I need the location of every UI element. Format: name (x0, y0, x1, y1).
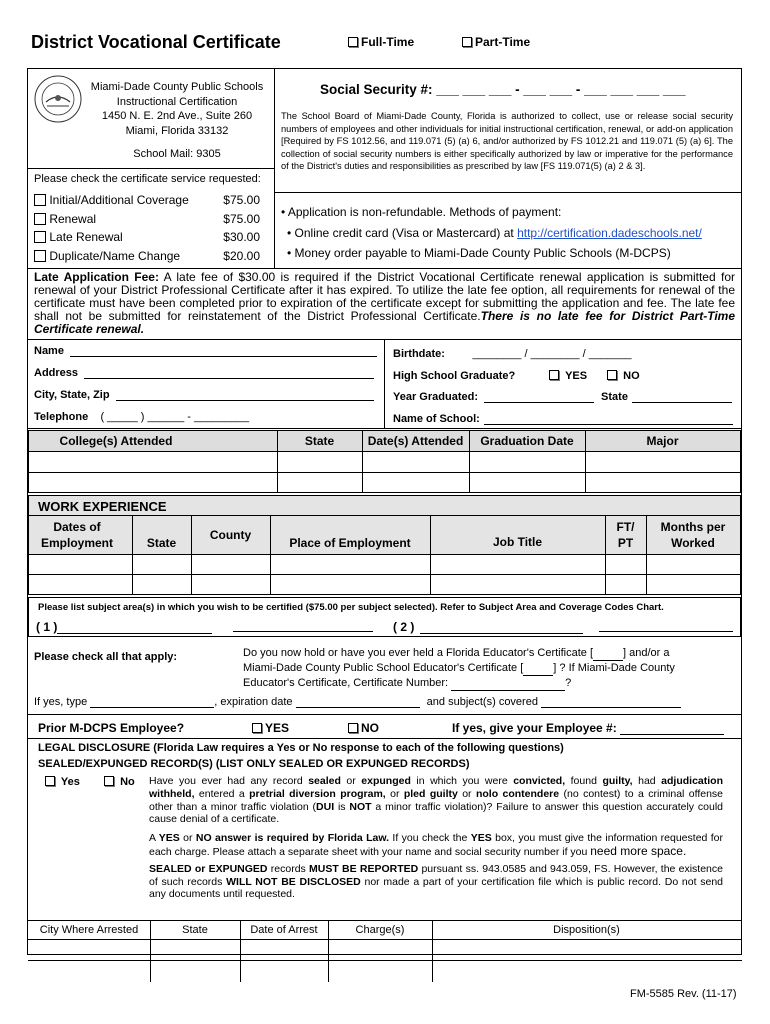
full-time-option[interactable] (348, 35, 414, 49)
hs-yes-checkbox[interactable] (549, 370, 559, 380)
service-list (34, 191, 270, 265)
cert-link[interactable]: http://certification.dadeschools.net/ (517, 225, 702, 240)
legal-text: Have you ever had any record sealed or expunged in which you were convicted, found guilty, had adjudication withheld, entered a pretrial diversion program, or pled guilty or nolo contendere (no contest) to a criminal offense other than a minor traffic violation (DUI is NOT a minor traffic violation)? Failure to answer this question accurately could cause denial of a certificate. A YES or NO answer is required by Florida Law. If you check the YES box, you must give the information requested for each charge. Please attach a separate sheet with your name and social security number if you need more space. SEALED or EXPUNGED records MUST BE REPORTED pursuant ss. 943.0585 and 943.059, FS. However, the existence of such records WILL NOT BE DISCLOSED nor made a part of your certification file which is public record. Do not send any documents until requested. (149, 775, 724, 901)
full-time-label: Full-Time (361, 35, 415, 49)
col-college: College(s) Attended (59, 434, 173, 448)
col-work-state: State (146, 536, 177, 550)
seal-graphic (33, 74, 83, 124)
col-date-arrest: Date of Arrest (250, 924, 318, 936)
col-state: State (304, 434, 335, 448)
col-charges: Charge(s) (355, 924, 405, 936)
office-name: Miami-Dade County Public Schools (90, 81, 264, 93)
service-prompt: Please check the certificate service requested: (34, 173, 261, 185)
col-place: Place of Employment (289, 536, 411, 550)
col-arrest-state: State (182, 924, 208, 936)
col-grad-date: Graduation Date (480, 434, 574, 448)
hs-no-checkbox[interactable] (607, 370, 617, 380)
part-time-option[interactable] (462, 35, 530, 49)
telephone-field[interactable]: Telephone ( _____ ) ______ - _________ (34, 411, 250, 423)
col-ftpt: FT/ PT (616, 520, 635, 550)
form-number: FM-5585 Rev. (11-17) (630, 988, 737, 1000)
legal-no-option[interactable]: No (104, 776, 135, 788)
office-dept: Instructional Certification (116, 95, 238, 108)
checkbox[interactable] (34, 194, 46, 206)
subjects-prompt: Please list subject area(s) in which you wish to be certified ($75.00 per subject selected). Refer to Subject Area and Coverage Codes Chart. (38, 602, 664, 613)
col-months: Months per Worked (660, 520, 726, 550)
full-time-checkbox[interactable] (348, 37, 358, 47)
prior-employee-label: Prior M-DCPS Employee? (38, 721, 185, 735)
payment-info: • Application is non-refundable. Methods of payment: • Online credit card (Visa or Mastercard) at http://certification.dadeschools.net/ • Money order payable to Miami-Dade County Public Schools (M-DCPS) (281, 205, 702, 260)
prior-yes-checkbox[interactable] (252, 723, 262, 733)
service-initial[interactable]: Initial/Additional Coverage $75.00 (34, 191, 270, 210)
service-late-renewal[interactable]: Late Renewal $30.00 (34, 228, 270, 247)
col-job-title: Job Title (492, 535, 543, 549)
col-emp-dates: Dates of Employment (40, 520, 113, 550)
birthdate-field[interactable]: Birthdate: ________ / ________ / _______ (393, 348, 632, 360)
check-all-label: Please check all that apply: (34, 651, 178, 663)
legal-no-checkbox[interactable] (104, 776, 114, 786)
prior-yes-option[interactable]: YES (252, 721, 289, 735)
checkbox[interactable] (34, 213, 46, 225)
certificate-question: Do you now hold or have you ever held a Florida Educator's Certificate [ ] and/or a Miami-Dade County Public School Educator's Certificate [ ] ? If Miami-Dade County Educator's Certificate, Certificate Number: ? (243, 647, 675, 689)
service-renewal[interactable]: Renewal $75.00 (34, 210, 270, 229)
checkbox[interactable] (34, 231, 46, 243)
checkbox[interactable] (34, 250, 46, 262)
hs-grad-field[interactable]: High School Graduate? YES NO (393, 370, 640, 382)
employee-number-field[interactable]: If yes, give your Employee #: (452, 721, 724, 735)
prior-no-checkbox[interactable] (348, 723, 358, 733)
school-mail: School Mail: 9305 (133, 148, 221, 160)
name-field[interactable]: Name (34, 345, 377, 357)
service-duplicate[interactable]: Duplicate/Name Change $20.00 (34, 247, 270, 266)
subject-1-field[interactable]: ( 1 ) (36, 620, 212, 634)
prior-no-option[interactable]: NO (348, 721, 379, 735)
office-address (84, 80, 270, 138)
legal-title: LEGAL DISCLOSURE (Florida Law requires a Yes or No response to each of the following questions) (38, 742, 564, 754)
district-seal (33, 74, 83, 124)
work-title: WORK EXPERIENCE (38, 499, 167, 514)
year-grad-field[interactable]: Year Graduated: State (393, 391, 732, 403)
legal-yes-option[interactable]: Yes (45, 776, 80, 788)
subject-2-field[interactable]: ( 2 ) (393, 620, 583, 634)
late-fee-notice: Late Application Fee: A late fee of $30.00 is required if the District Vocational Certificate renewal application is submitted for renewal of your District Professional Certificate after it has expired. To utilize the late fee option, all requirements for renewal of the certificate must have been completed prior to expiration of the certificate except for submitting the application and fee. The late fee shall not be submitted for reinstatement of the District Professional Certificate.There is no late fee for District Part-Time Certificate renewal. (34, 270, 735, 336)
part-time-checkbox[interactable] (462, 37, 472, 47)
legal-yes-checkbox[interactable] (45, 776, 55, 786)
col-dispositions: Disposition(s) (553, 924, 620, 936)
part-time-label: Part-Time (475, 35, 531, 49)
sealed-title: SEALED/EXPUNGED RECORD(S) (LIST ONLY SEALED OR EXPUNGED RECORDS) (38, 758, 470, 770)
school-field[interactable]: Name of School: (393, 413, 733, 425)
ssn-field[interactable]: Social Security #: ___ ___ ___ - ___ ___ - ___ ___ ___ ___ (320, 82, 686, 97)
office-city: Miami, Florida 33132 (125, 124, 229, 137)
office-street: 1450 N. E. 2nd Ave., Suite 260 (101, 110, 253, 122)
address-field[interactable]: Address (34, 367, 374, 379)
subject-1b-field[interactable] (233, 620, 373, 632)
ssn-notice: The School Board of Miami-Dade County, Florida is authorized to collect, use or release social security numbers of employees and other individuals for initial instructional certification, renewal, or add-on application [Required by FS 1012.56, and 119.071 (5) (a) 6, and/or authorized by FS 1012.21 and 119.071 (5) (a) 6]. The collection of social security numbers is either specifically authorized by law or imperative for the performance of the District's duties and responsibilities as prescribed by law [FS 119.071(5) (a) 2 & 3]. (281, 111, 733, 171)
form-title: District Vocational Certificate (31, 32, 281, 52)
col-city-arrested: City Where Arrested (39, 924, 139, 936)
col-county: County (209, 528, 252, 542)
col-major: Major (646, 434, 679, 448)
col-dates: Date(s) Attended (367, 434, 464, 448)
subject-2b-field[interactable] (599, 620, 733, 632)
cert-type-field[interactable]: If yes, type , expiration date and subject(s) covered (34, 696, 681, 708)
city-field[interactable]: City, State, Zip (34, 389, 374, 401)
